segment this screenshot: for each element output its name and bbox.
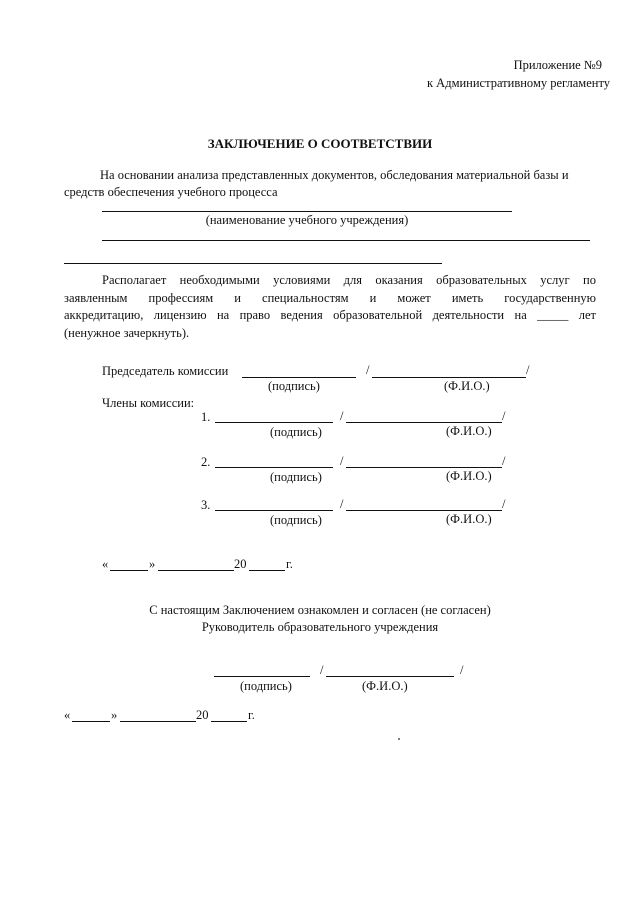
date-close-quote: » xyxy=(111,708,118,722)
slash: / xyxy=(340,454,344,468)
conditions-line-4: (ненужное зачеркнуть). xyxy=(64,325,190,340)
conditions-line-1: Располагает необходимыми условиями для оказания образовательных услуг по xyxy=(102,273,596,287)
institution-name-field[interactable] xyxy=(102,211,512,212)
acknowledgement-line-1: С настоящим Заключением ознакомлен и согласен (не согласен) xyxy=(149,603,491,617)
head-signature-field[interactable] xyxy=(214,676,310,677)
name-hint: (Ф.И.О.) xyxy=(446,469,492,483)
institution-name-hint: (наименование учебного учреждения) xyxy=(205,213,409,227)
conditions-line-3: аккредитацию, лицензию на право ведения образовательной деятельности на _____ лет xyxy=(64,308,596,322)
intro-line-1: На основании анализа представленных документов, обследования материальной базы и xyxy=(100,168,569,182)
member-number: 2. xyxy=(201,455,211,469)
institution-name-field-3[interactable] xyxy=(64,263,442,264)
date-day-field[interactable] xyxy=(110,570,148,571)
document-title: ЗАКЛЮЧЕНИЕ О СООТВЕТСТВИИ xyxy=(207,136,433,151)
slash: / xyxy=(340,409,344,423)
members-label: Члены комиссии: xyxy=(102,396,195,410)
date-year-prefix: 20 xyxy=(234,557,247,571)
date-2-year-field[interactable] xyxy=(211,721,247,722)
member-3-name-field[interactable] xyxy=(346,510,502,511)
head-name-field[interactable] xyxy=(326,676,454,677)
date-open-quote: « xyxy=(102,557,109,571)
date-year-suffix: г. xyxy=(248,708,255,722)
member-2-signature-field[interactable] xyxy=(215,467,333,468)
signature-hint: (подпись) xyxy=(268,379,320,393)
slash: / xyxy=(502,454,506,468)
signature-hint: (подпись) xyxy=(270,470,322,484)
scan-speck xyxy=(398,738,400,740)
head-name-hint: (Ф.И.О.) xyxy=(362,679,408,693)
chairman-signature-field[interactable] xyxy=(242,377,356,378)
date-year-suffix: г. xyxy=(286,557,293,571)
member-3-signature-field[interactable] xyxy=(215,510,333,511)
date-year-prefix: 20 xyxy=(196,708,209,722)
member-number: 1. xyxy=(201,410,211,424)
name-hint: (Ф.И.О.) xyxy=(444,379,490,393)
slash: / xyxy=(526,363,530,377)
slash: / xyxy=(460,663,464,677)
slash: / xyxy=(340,497,344,511)
chairman-name-field[interactable] xyxy=(372,377,526,378)
date-open-quote: « xyxy=(64,708,71,722)
member-number: 3. xyxy=(201,498,211,512)
slash: / xyxy=(502,409,506,423)
slash: / xyxy=(320,663,324,677)
appendix-label: Приложение №9 xyxy=(513,58,602,72)
date-2-month-field[interactable] xyxy=(120,721,196,722)
institution-name-field-2[interactable] xyxy=(102,240,590,241)
member-1-name-field[interactable] xyxy=(346,422,502,423)
conditions-paragraph xyxy=(64,272,596,342)
member-1-signature-field[interactable] xyxy=(215,422,333,423)
acknowledgement-line-2: Руководитель образовательного учреждения xyxy=(201,620,439,634)
intro-line-2: средств обеспечения учебного процесса xyxy=(64,185,278,199)
signature-hint: (подпись) xyxy=(270,513,322,527)
head-signature-hint: (подпись) xyxy=(240,679,292,693)
slash: / xyxy=(366,363,370,377)
name-hint: (Ф.И.О.) xyxy=(446,424,492,438)
slash: / xyxy=(502,497,506,511)
signature-hint: (подпись) xyxy=(270,425,322,439)
date-month-field[interactable] xyxy=(158,570,234,571)
name-hint: (Ф.И.О.) xyxy=(446,512,492,526)
chairman-label: Председатель комиссии xyxy=(102,364,229,378)
date-2-day-field[interactable] xyxy=(72,721,110,722)
date-close-quote: » xyxy=(149,557,156,571)
conditions-line-2: заявленным профессиям и специальностям и может иметь государственную xyxy=(64,290,596,305)
member-2-name-field[interactable] xyxy=(346,467,502,468)
regulation-reference: к Административному регламенту xyxy=(426,76,610,90)
date-year-field[interactable] xyxy=(249,570,285,571)
